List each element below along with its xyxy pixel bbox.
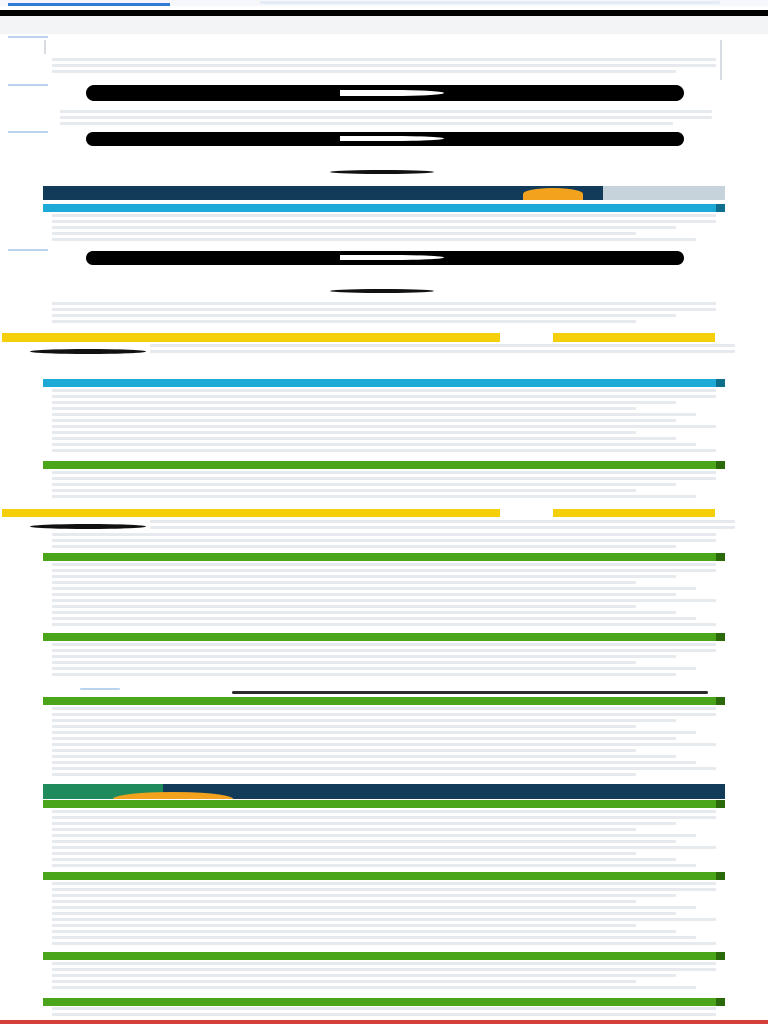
band-tab [716, 998, 725, 1006]
band-tab [716, 553, 725, 561]
sidebar-marker-icon[interactable] [8, 131, 48, 133]
banner-image [603, 186, 725, 200]
section-paragraph [52, 707, 716, 781]
band-label [103, 379, 705, 387]
active-tab-underline [8, 3, 170, 6]
post-cta-button[interactable] [330, 170, 434, 174]
band-tab [716, 461, 725, 469]
post-body [60, 110, 712, 128]
section-paragraph [52, 214, 716, 244]
video-player-bar[interactable] [86, 251, 684, 265]
highlight-bar-left[interactable] [2, 509, 500, 517]
play-arrow-icon[interactable] [340, 136, 444, 141]
band-tab [716, 633, 725, 641]
post-card [60, 84, 712, 130]
section-paragraph [52, 962, 716, 996]
band-label [103, 697, 705, 705]
section-paragraph [52, 1007, 716, 1019]
highlight-bar-right[interactable] [553, 509, 715, 517]
section-band [43, 800, 725, 808]
section-paragraph [52, 471, 716, 505]
highlight-bar-left[interactable] [2, 333, 500, 342]
highlight-bar-right[interactable] [553, 333, 715, 342]
band-tab [716, 204, 725, 212]
site-title-bar [0, 16, 768, 34]
sidebar-marker-icon[interactable] [8, 84, 48, 86]
section-paragraph [52, 882, 716, 950]
band-tab [716, 800, 725, 808]
section-paragraph [52, 643, 716, 683]
band-label [103, 204, 705, 212]
band-label [103, 461, 705, 469]
section-paragraph [52, 810, 716, 870]
section-paragraph [52, 389, 716, 459]
band-label [103, 633, 705, 641]
post-card [60, 132, 712, 180]
section-paragraph [52, 563, 716, 631]
intro-paragraph [52, 58, 716, 78]
play-arrow-icon[interactable] [340, 255, 444, 260]
band-label [103, 800, 705, 808]
band-tab [716, 697, 725, 705]
highlight-dot [30, 524, 146, 529]
video-player-bar[interactable] [86, 85, 684, 101]
post-card [60, 251, 712, 301]
sidebar-marker-icon[interactable] [8, 249, 48, 251]
highlight-dot [30, 349, 146, 354]
content-rail-line [44, 40, 46, 54]
inline-link[interactable] [80, 688, 120, 690]
promo-banner[interactable] [43, 784, 725, 799]
band-label [103, 553, 705, 561]
band-label [103, 872, 705, 880]
video-player-bar[interactable] [86, 132, 684, 146]
promo-banner[interactable] [43, 186, 725, 200]
highlight-caption [150, 520, 735, 530]
section-paragraph [52, 533, 716, 551]
section-band [43, 697, 725, 705]
section-band [43, 461, 725, 469]
highlight-caption [150, 344, 735, 354]
section-band [43, 204, 725, 212]
top-link-row [260, 1, 720, 4]
footer-bar [0, 1020, 768, 1024]
section-band [43, 872, 725, 880]
banner-accent [523, 188, 583, 200]
band-tab [716, 379, 725, 387]
active-tab[interactable] [8, 0, 170, 6]
band-label [103, 952, 705, 960]
band-tab [716, 952, 725, 960]
band-label [103, 998, 705, 1006]
scroll-indicator-icon[interactable] [232, 691, 708, 694]
section-paragraph [52, 302, 716, 326]
sidebar-marker-icon[interactable] [8, 36, 48, 38]
section-band [43, 379, 725, 387]
section-band [43, 952, 725, 960]
content-rail-line [720, 40, 722, 80]
play-arrow-icon[interactable] [340, 90, 444, 96]
banner-accent [113, 792, 233, 799]
band-tab [716, 872, 725, 880]
section-band [43, 998, 725, 1006]
section-band [43, 633, 725, 641]
section-band [43, 553, 725, 561]
post-cta-button[interactable] [330, 289, 434, 293]
